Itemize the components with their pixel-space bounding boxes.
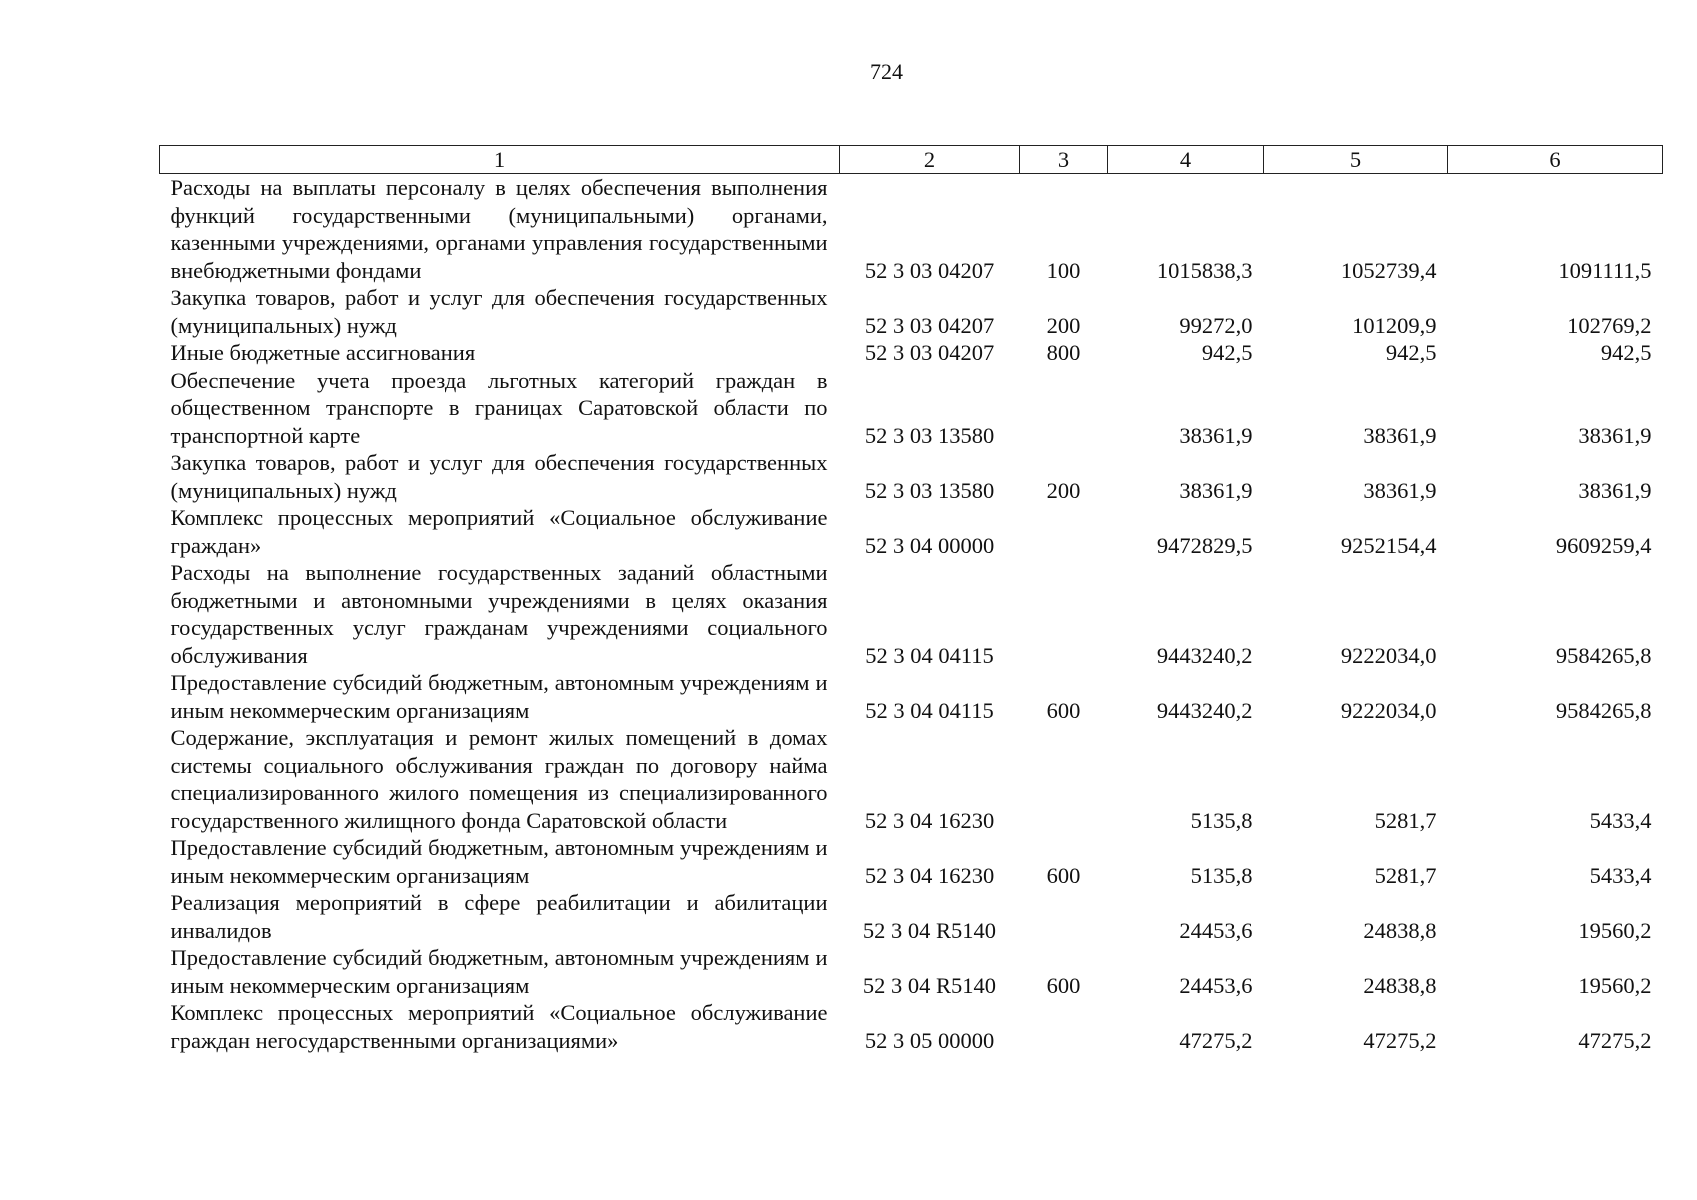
table-row [160,339,1663,367]
row-name: Реализация мероприятий в сфере реабилитации и абилитации инвалидов [170,890,828,943]
table-row [160,559,1663,669]
row-expense-kind: 600 [1046,862,1081,888]
row-code: 52 3 04 04115 [865,642,994,668]
row-value-year2: 24838,8 [1363,917,1437,943]
row-value-year3: 9584265,8 [1555,697,1652,723]
row-value-year1: 5135,8 [1190,862,1253,888]
row-value-year2: 38361,9 [1363,477,1437,503]
column-header-kind: 3 [1020,146,1108,174]
row-value-year2: 942,5 [1385,340,1437,365]
table-row [160,724,1663,834]
row-name: Закупка товаров, работ и услуг для обеспечения государственных (муниципальных) нужд [170,450,828,503]
row-value-year1: 47275,2 [1179,1027,1253,1053]
column-header-name: 1 [160,146,840,174]
table-row [160,284,1663,339]
table-body [160,174,1663,1055]
table-row [160,669,1663,724]
header-row [160,146,1663,174]
row-value-year3: 38361,9 [1578,422,1652,448]
row-value-year1: 38361,9 [1179,477,1253,503]
row-expense-kind [1020,367,1108,450]
row-name: Расходы на выплаты персоналу в целях обеспечения выполнения функций государственными (муниципальными) органами, казенными учреждениями, органами управления государственными внебюджетными фондами [170,175,828,283]
row-name: Комплекс процессных мероприятий «Социальное обслуживание граждан негосударственными организациями» [170,1000,828,1053]
row-code: 52 3 04 04115 [865,697,994,723]
table-row [160,944,1663,999]
row-name: Обеспечение учета проезда льготных категорий граждан в общественном транспорте в границах Саратовской области по транспортной карте [170,367,828,448]
row-value-year3: 5433,4 [1589,862,1652,888]
row-code: 52 3 05 00000 [864,1027,995,1053]
row-expense-kind [1020,999,1108,1054]
budget-table [159,145,1663,1054]
row-expense-kind [1020,504,1108,559]
column-header-year3: 6 [1448,146,1663,174]
row-value-year1: 9443240,2 [1156,642,1253,668]
column-header-year2: 5 [1264,146,1448,174]
row-code: 52 3 04 00000 [864,532,995,558]
row-value-year2: 47275,2 [1363,1027,1437,1053]
row-value-year1: 1015838,3 [1156,257,1253,283]
table-row [160,174,1663,285]
row-code: 52 3 03 13580 [864,477,995,503]
row-expense-kind [1020,889,1108,944]
row-name: Иные бюджетные ассигнования [170,340,476,365]
row-value-year1: 942,5 [1201,340,1253,365]
row-value-year1: 99272,0 [1179,312,1253,338]
row-value-year3: 19560,2 [1578,972,1652,998]
row-value-year1: 9443240,2 [1156,697,1253,723]
row-value-year3: 5433,4 [1589,807,1652,833]
column-header-year1: 4 [1108,146,1264,174]
table-row [160,367,1663,450]
row-expense-kind: 100 [1046,257,1081,283]
row-expense-kind: 600 [1046,697,1081,723]
row-expense-kind [1020,724,1108,834]
row-value-year1: 24453,6 [1179,972,1253,998]
row-code: 52 3 04 R5140 [862,972,997,998]
row-value-year2: 9222034,0 [1340,642,1437,668]
row-value-year2: 9252154,4 [1340,532,1437,558]
table-row [160,889,1663,944]
row-name: Закупка товаров, работ и услуг для обеспечения государственных (муниципальных) нужд [170,285,828,338]
row-value-year1: 9472829,5 [1156,532,1253,558]
row-value-year1: 24453,6 [1179,917,1253,943]
row-value-year2: 9222034,0 [1340,697,1437,723]
row-name: Содержание, эксплуатация и ремонт жилых помещений в домах системы социального обслуживания граждан по договору найма специализированного жилого помещения из специализированного государственного жилищного фонда Саратовской области [170,725,828,833]
row-code: 52 3 03 04207 [864,340,995,365]
column-header-code: 2 [840,146,1020,174]
table-row [160,504,1663,559]
row-value-year2: 38361,9 [1363,422,1437,448]
table-row [160,449,1663,504]
row-code: 52 3 03 04207 [864,257,995,283]
row-value-year2: 24838,8 [1363,972,1437,998]
row-code: 52 3 04 R5140 [862,917,997,943]
row-value-year3: 942,5 [1600,340,1652,365]
row-value-year2: 5281,7 [1374,807,1437,833]
row-value-year3: 9609259,4 [1555,532,1652,558]
row-value-year3: 9584265,8 [1555,642,1652,668]
row-expense-kind: 800 [1046,340,1081,365]
row-value-year3: 19560,2 [1578,917,1652,943]
row-expense-kind [1020,559,1108,669]
row-name: Предоставление субсидий бюджетным, автономным учреждениям и иным некоммерческим организациям [170,835,828,888]
row-expense-kind: 200 [1046,312,1081,338]
table-row [160,834,1663,889]
row-name: Предоставление субсидий бюджетным, автономным учреждениям и иным некоммерческим организациям [170,670,828,723]
row-code: 52 3 04 16230 [864,807,995,833]
row-value-year2: 5281,7 [1374,862,1437,888]
table-header [160,146,1663,174]
row-code: 52 3 04 16230 [864,862,995,888]
row-value-year3: 1091111,5 [1558,257,1652,283]
page-number: 724 [870,59,903,84]
row-expense-kind: 600 [1046,972,1081,998]
row-code: 52 3 03 04207 [864,312,995,338]
row-value-year2: 101209,9 [1352,312,1437,338]
table-row [160,999,1663,1054]
row-value-year3: 102769,2 [1567,312,1652,338]
row-code: 52 3 03 13580 [864,422,995,448]
row-value-year3: 47275,2 [1578,1027,1652,1053]
row-value-year2: 1052739,4 [1340,257,1437,283]
row-value-year1: 38361,9 [1179,422,1253,448]
row-expense-kind: 200 [1046,477,1081,503]
row-value-year3: 38361,9 [1578,477,1652,503]
row-value-year1: 5135,8 [1190,807,1253,833]
row-name: Комплекс процессных мероприятий «Социальное обслуживание граждан» [170,505,828,558]
row-name: Предоставление субсидий бюджетным, автономным учреждениям и иным некоммерческим организациям [170,945,828,998]
row-name: Расходы на выполнение государственных заданий областными бюджетными и автономными учреждениями в целях оказания государственных услуг гражданам учреждениями социального обслуживания [170,560,828,668]
